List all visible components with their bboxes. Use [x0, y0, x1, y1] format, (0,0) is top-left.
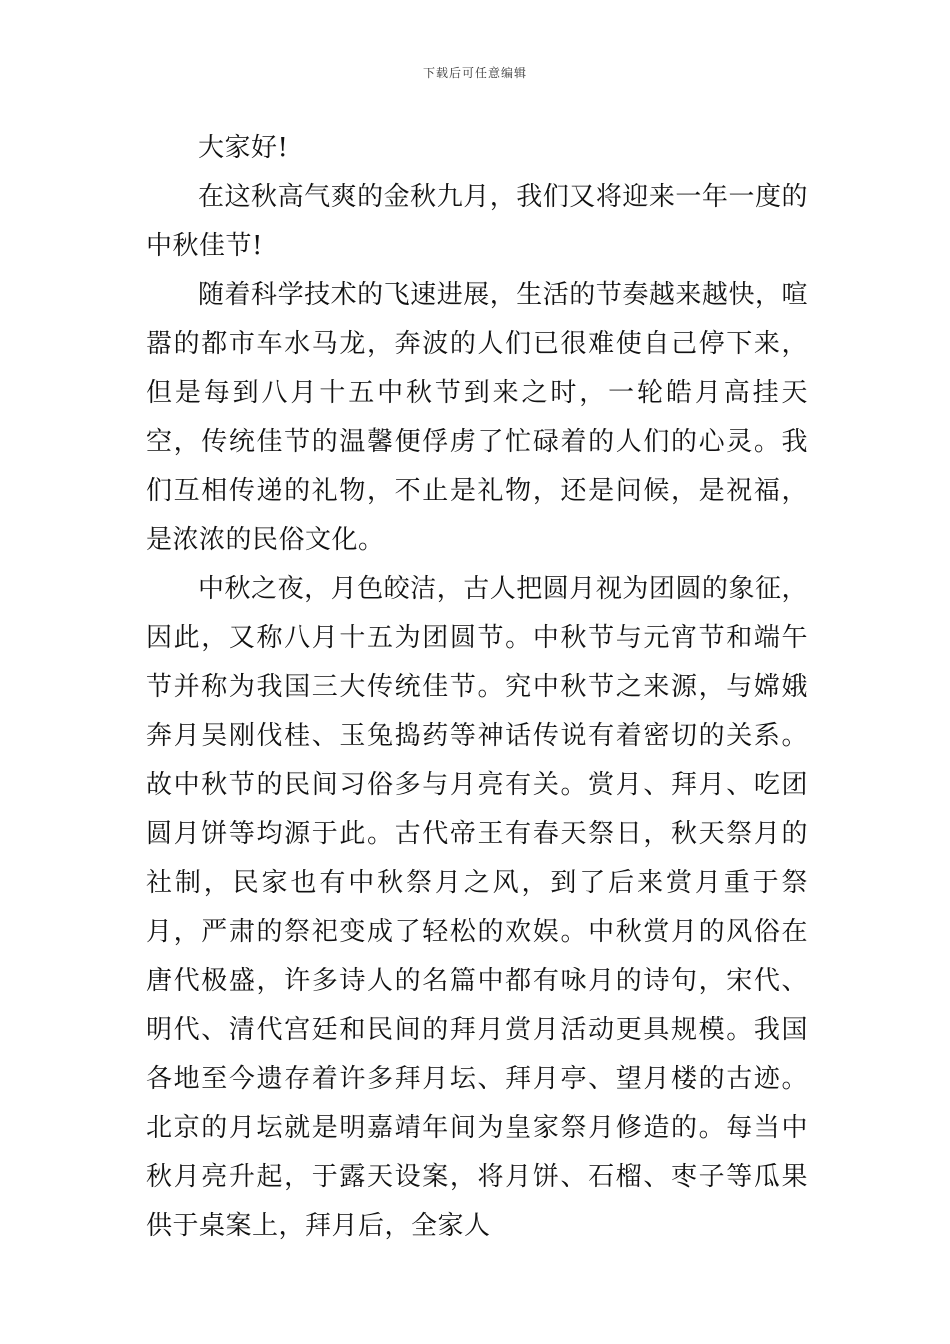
paragraph-intro: 在这秋高气爽的金秋九月，我们又将迎来一年一度的中秋佳节!: [146, 182, 808, 261]
paragraph-modern-life: 随着科学技术的飞速进展，生活的节奏越来越快，喧嚣的都市车水马龙，奔波的人们已很难使自己停下来，但是每到八月十五中秋节到来之时，一轮皓月高挂天空，传统佳节的温馨便俘虏了忙碌着的人们的心灵。我们互相传递的礼物，不止是礼物，还是问候，是祝福，是浓浓的民俗文化。: [146, 280, 808, 555]
header-note: 下载后可任意编辑: [422, 66, 527, 80]
document-body: [146, 124, 808, 1251]
paragraph-greeting: 大家好!: [198, 133, 289, 163]
paragraph-history: 中秋之夜，月色皎洁，古人把圆月视为团圆的象征，因此，又称八月十五为团圆节。中秋节与元宵节和端午节并称为我国三大传统佳节。究中秋节之来源，与嫦娥奔月吴刚伐桂、玉兔捣药等神话传说有着密切的关系。故中秋节的民间习俗多与月亮有关。赏月、拜月、吃团圆月饼等均源于此。古代帝王有春天祭日，秋天祭月的社制，民家也有中秋祭月之风，到了后来赏月重于祭月，严肃的祭祀变成了轻松的欢娱。中秋赏月的风俗在唐代极盛，许多诗人的名篇中都有咏月的诗句，宋代、明代、清代宫廷和民间的拜月赏月活动更具规模。我国各地至今遗存着许多拜月坛、拜月亭、望月楼的古迹。北京的月坛就是明嘉靖年间为皇家祭月修造的。每当中秋月亮升起，于露天设案，将月饼、石榴、枣子等瓜果供于桌案上，拜月后，全家人: [146, 574, 808, 1241]
